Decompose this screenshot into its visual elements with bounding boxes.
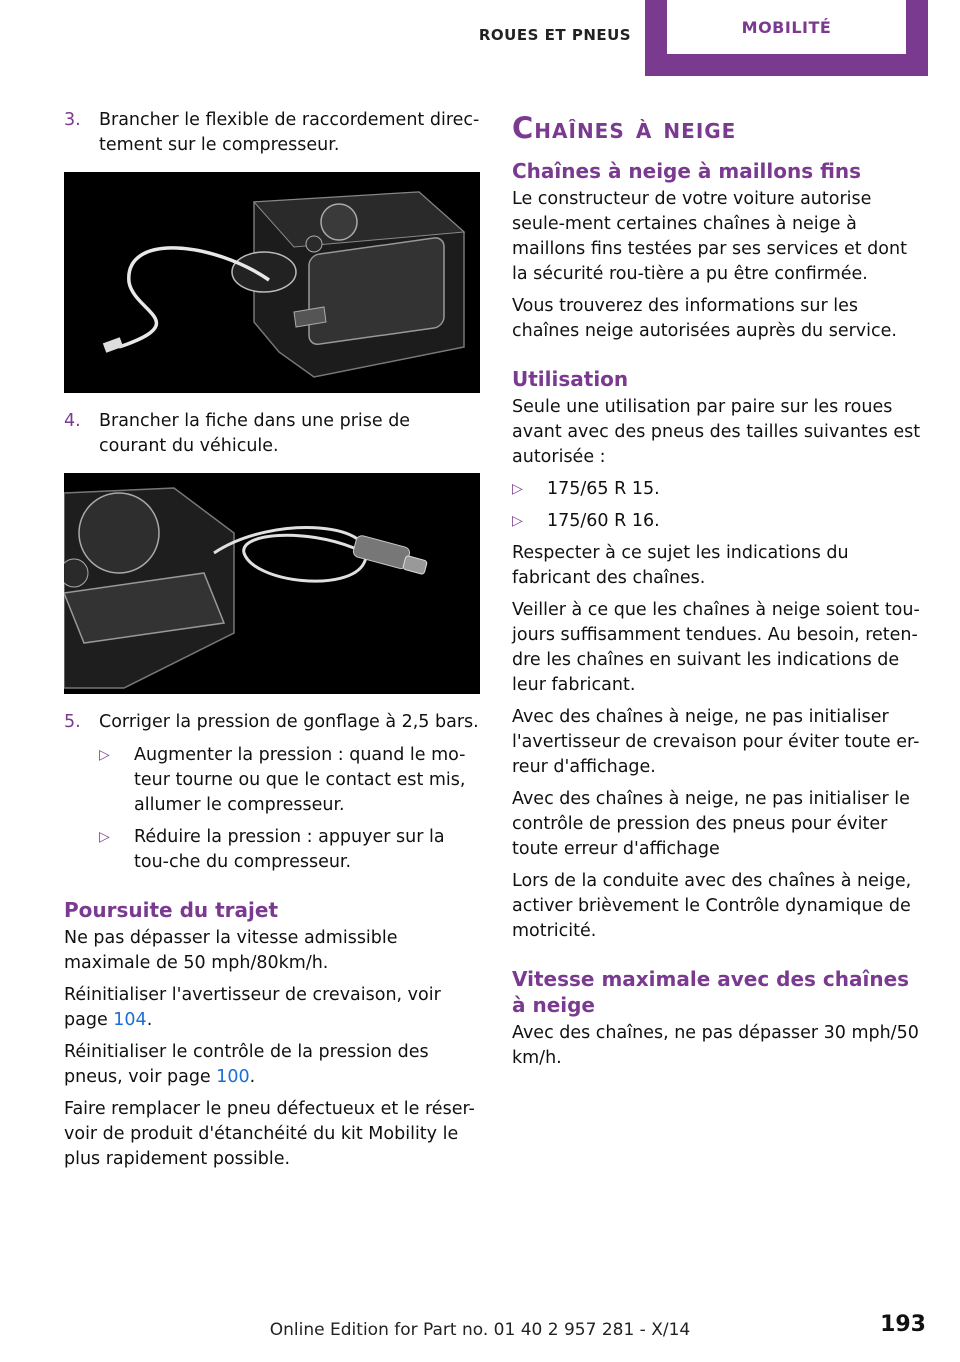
left-column (64, 108, 480, 1179)
step-number: 5. (64, 712, 81, 732)
chapter-title: Chaînes à neige (512, 111, 737, 145)
chapter-tab-label: MOBILITÉ (667, 0, 906, 54)
fins-heading: Chaînes à neige à maillons fins (512, 159, 862, 183)
utilisation-paragraph-6: Lors de la conduite avec des chaînes à neige, activer brièvement le Contrôle dynamique de motricité. (512, 871, 912, 941)
bullet-text: Réduire la pression : appuyer sur la tou-che du compresseur. (134, 827, 445, 872)
fins-paragraph-2: Vous trouverez des informations sur les chaînes neige autorisées auprès du service. (512, 296, 897, 341)
utilisation-heading: Utilisation (512, 367, 629, 391)
running-header-section: ROUES ET PNEUS (478, 26, 632, 44)
power-plug-illustration (64, 473, 480, 694)
utilisation-paragraph-3: Veiller à ce que les chaînes à neige soient tou-jours suffisamment tendues. Au besoin, reten-dre les chaînes en suivant les indications de leur fabricant. (512, 600, 920, 695)
list-item (512, 477, 928, 502)
triangle-bullet-icon: ▷ (99, 829, 110, 845)
poursuite-paragraph-4: Faire remplacer le pneu défectueux et le réser-voir de produit d'étanchéité du kit Mobility le plus rapidement possible. (64, 1099, 475, 1169)
step-text: Brancher le flexible de raccordement direc-tement sur le compresseur. (99, 110, 480, 155)
vitesse-heading: Vitesse maximale avec des chaînes à neige (512, 967, 910, 1017)
step-4 (64, 409, 480, 459)
step-5-bullets (99, 743, 480, 875)
poursuite-paragraph-2: Réinitialiser l'avertisseur de crevaison, voir page 104. (64, 985, 441, 1030)
utilisation-paragraph-2: Respecter à ce sujet les indications du fabricant des chaînes. (512, 543, 849, 588)
poursuite-paragraph-1: Ne pas dépasser la vitesse admissible maximale de 50 mph/80km/h. (64, 928, 398, 973)
list-item (99, 825, 480, 875)
step-5 (64, 710, 480, 735)
triangle-bullet-icon: ▷ (99, 747, 110, 763)
compressor-hose-illustration (64, 172, 480, 393)
bullet-text: Augmenter la pression : quand le mo-teur tourne ou que le contact est mis, allumer le compresseur. (134, 745, 466, 815)
utilisation-paragraph-1: Seule une utilisation par paire sur les roues avant avec des pneus des tailles suivantes est autorisée : (512, 397, 921, 467)
triangle-bullet-icon: ▷ (512, 513, 523, 529)
fins-paragraph-1: Le constructeur de votre voiture autorise seule-ment certaines chaînes à neige à maillons fins testées par ses services et dont la sécurité rou-tière a pu être confirmée. (512, 189, 907, 284)
step-number: 4. (64, 411, 81, 431)
footer-edition: Online Edition for Part no. 01 40 2 957 281 - X/14 (269, 1320, 691, 1340)
page-link-104[interactable]: 104 (113, 1010, 147, 1030)
poursuite-heading: Poursuite du trajet (64, 898, 279, 922)
right-column (512, 108, 928, 1078)
page-number: 193 (880, 1312, 926, 1337)
page-link-100[interactable]: 100 (216, 1067, 250, 1087)
vitesse-paragraph-1: Avec des chaînes, ne pas dépasser 30 mph/50 km/h. (512, 1023, 919, 1068)
triangle-bullet-icon: ▷ (512, 481, 523, 497)
step-3 (64, 108, 480, 158)
poursuite-paragraph-3: Réinitialiser le contrôle de la pression des pneus, voir page 100. (64, 1042, 429, 1087)
tire-size: 175/60 R 16. (547, 511, 660, 531)
step-text: Brancher la fiche dans une prise de courant du véhicule. (99, 411, 411, 456)
list-item (99, 743, 480, 818)
list-item (512, 509, 928, 534)
step-text: Corriger la pression de gonflage à 2,5 bars. (99, 712, 479, 732)
utilisation-paragraph-4: Avec des chaînes à neige, ne pas initialiser l'avertisseur de crevaison pour éviter toute er-reur d'affichage. (512, 707, 920, 777)
utilisation-paragraph-5: Avec des chaînes à neige, ne pas initialiser le contrôle de pression des pneus pour éviter toute erreur d'affichage (512, 789, 910, 859)
chapter-tab (645, 0, 928, 76)
step-number: 3. (64, 110, 81, 130)
tire-size: 175/65 R 15. (547, 479, 660, 499)
